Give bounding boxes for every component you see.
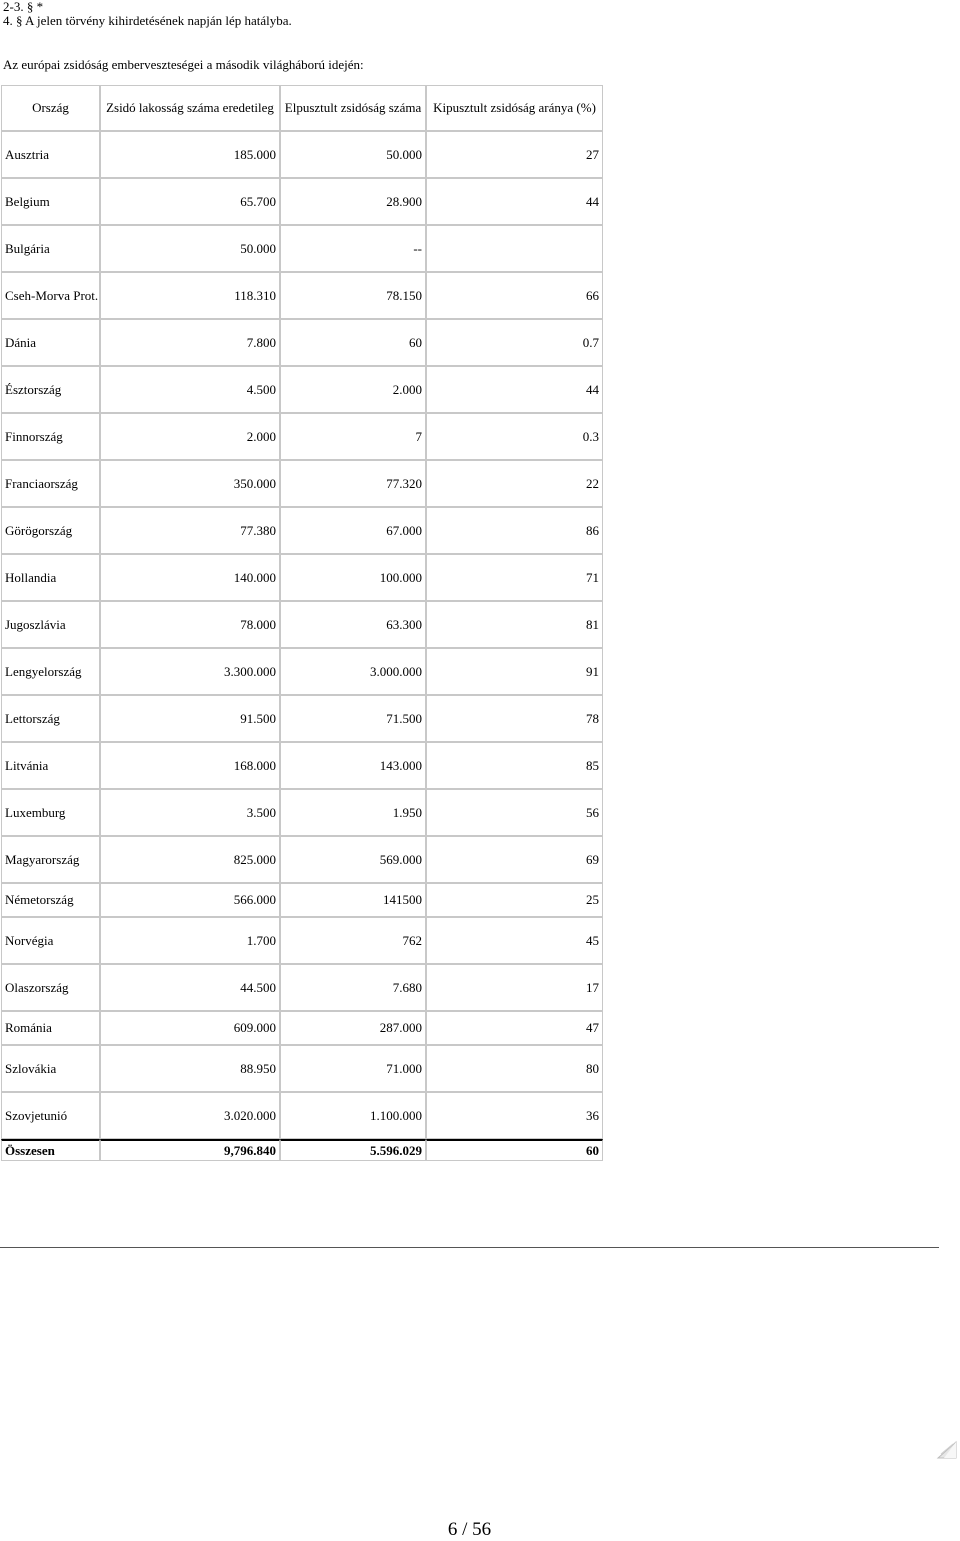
column-header: Zsidó lakosság száma eredetileg: [100, 85, 280, 131]
country-cell: Jugoszlávia: [1, 601, 100, 648]
page-number: 6 / 56: [447, 1519, 492, 1540]
original-cell: 140.000: [100, 554, 280, 601]
table-row: [1, 272, 603, 319]
ratio-cell: 45: [426, 917, 603, 964]
country-cell: Szlovákia: [1, 1045, 100, 1092]
column-header: Ország: [1, 85, 100, 131]
original-cell: 44.500: [100, 964, 280, 1011]
killed-cell: 60: [280, 319, 426, 366]
country-cell: Hollandia: [1, 554, 100, 601]
original-cell: 50.000: [100, 225, 280, 272]
ratio-cell: 44: [426, 366, 603, 413]
country-cell: Cseh-Morva Prot.: [1, 272, 100, 319]
country-cell: Magyarország: [1, 836, 100, 883]
table-row: [1, 460, 603, 507]
killed-cell: 7: [280, 413, 426, 460]
killed-cell: 78.150: [280, 272, 426, 319]
total-killed: 5.596.029: [280, 1139, 426, 1161]
original-cell: 7.800: [100, 319, 280, 366]
country-cell: Olaszország: [1, 964, 100, 1011]
header-line-1: 2-3. § *: [3, 0, 44, 14]
table-row: [1, 1092, 603, 1139]
ratio-cell: 81: [426, 601, 603, 648]
table-row: [1, 554, 603, 601]
ratio-cell: 27: [426, 131, 603, 178]
country-cell: Lettország: [1, 695, 100, 742]
country-cell: Németország: [1, 883, 100, 917]
ratio-cell: 17: [426, 964, 603, 1011]
original-cell: 65.700: [100, 178, 280, 225]
ratio-cell: 71: [426, 554, 603, 601]
country-cell: Görögország: [1, 507, 100, 554]
killed-cell: 71.000: [280, 1045, 426, 1092]
ratio-cell: 91: [426, 648, 603, 695]
country-cell: Románia: [1, 1011, 100, 1045]
original-cell: 168.000: [100, 742, 280, 789]
table-row: [1, 964, 603, 1011]
killed-cell: 287.000: [280, 1011, 426, 1045]
ratio-cell: 78: [426, 695, 603, 742]
ratio-cell: 36: [426, 1092, 603, 1139]
original-cell: 566.000: [100, 883, 280, 917]
table-row: [1, 413, 603, 460]
original-cell: 77.380: [100, 507, 280, 554]
table-row: [1, 1045, 603, 1092]
ratio-cell: 66: [426, 272, 603, 319]
original-cell: 78.000: [100, 601, 280, 648]
country-cell: Bulgária: [1, 225, 100, 272]
country-cell: Franciaország: [1, 460, 100, 507]
ratio-cell: 0.7: [426, 319, 603, 366]
table-row: [1, 1011, 603, 1045]
page-curl-icon: [936, 1440, 958, 1460]
table-row: [1, 131, 603, 178]
killed-cell: --: [280, 225, 426, 272]
original-cell: 350.000: [100, 460, 280, 507]
killed-cell: 100.000: [280, 554, 426, 601]
killed-cell: 762: [280, 917, 426, 964]
killed-cell: 7.680: [280, 964, 426, 1011]
header-line-2: 4. § A jelen törvény kihirdetésének napján lép hatályba.: [3, 13, 292, 28]
column-header: Elpusztult zsidóság száma: [280, 85, 426, 131]
footer-divider: [0, 1247, 939, 1248]
table-row: [1, 742, 603, 789]
original-cell: 3.300.000: [100, 648, 280, 695]
ratio-cell: [426, 225, 603, 272]
killed-cell: 50.000: [280, 131, 426, 178]
table-row: [1, 836, 603, 883]
table-row: [1, 648, 603, 695]
ratio-cell: 80: [426, 1045, 603, 1092]
killed-cell: 569.000: [280, 836, 426, 883]
total-ratio: 60: [426, 1139, 603, 1161]
table-row: [1, 225, 603, 272]
country-cell: Szovjetunió: [1, 1092, 100, 1139]
ratio-cell: 56: [426, 789, 603, 836]
losses-table: [1, 85, 603, 1161]
killed-cell: 28.900: [280, 178, 426, 225]
ratio-cell: 69: [426, 836, 603, 883]
killed-cell: 67.000: [280, 507, 426, 554]
original-cell: 91.500: [100, 695, 280, 742]
killed-cell: 71.500: [280, 695, 426, 742]
original-cell: 3.020.000: [100, 1092, 280, 1139]
country-cell: Norvégia: [1, 917, 100, 964]
table-row: [1, 789, 603, 836]
country-cell: Ausztria: [1, 131, 100, 178]
killed-cell: 63.300: [280, 601, 426, 648]
total-original: 9,796.840: [100, 1139, 280, 1161]
original-cell: 88.950: [100, 1045, 280, 1092]
killed-cell: 141500: [280, 883, 426, 917]
table-header-row: [1, 85, 603, 131]
ratio-cell: 86: [426, 507, 603, 554]
killed-cell: 143.000: [280, 742, 426, 789]
country-cell: Finnország: [1, 413, 100, 460]
killed-cell: 1.950: [280, 789, 426, 836]
total-row: [1, 1139, 603, 1161]
original-cell: 609.000: [100, 1011, 280, 1045]
original-cell: 185.000: [100, 131, 280, 178]
table-row: [1, 178, 603, 225]
killed-cell: 1.100.000: [280, 1092, 426, 1139]
ratio-cell: 22: [426, 460, 603, 507]
table-row: [1, 366, 603, 413]
country-cell: Luxemburg: [1, 789, 100, 836]
killed-cell: 77.320: [280, 460, 426, 507]
original-cell: 825.000: [100, 836, 280, 883]
killed-cell: 3.000.000: [280, 648, 426, 695]
country-cell: Észtország: [1, 366, 100, 413]
ratio-cell: 25: [426, 883, 603, 917]
ratio-cell: 44: [426, 178, 603, 225]
table-row: [1, 319, 603, 366]
ratio-cell: 85: [426, 742, 603, 789]
country-cell: Litvánia: [1, 742, 100, 789]
table-row: [1, 917, 603, 964]
country-cell: Belgium: [1, 178, 100, 225]
original-cell: 1.700: [100, 917, 280, 964]
total-label: Összesen: [1, 1139, 100, 1161]
original-cell: 4.500: [100, 366, 280, 413]
table-row: [1, 883, 603, 917]
country-cell: Lengyelország: [1, 648, 100, 695]
column-header: Kipusztult zsidóság aránya (%): [426, 85, 603, 131]
killed-cell: 2.000: [280, 366, 426, 413]
ratio-cell: 0.3: [426, 413, 603, 460]
table-row: [1, 695, 603, 742]
country-cell: Dánia: [1, 319, 100, 366]
table-row: [1, 507, 603, 554]
original-cell: 2.000: [100, 413, 280, 460]
original-cell: 3.500: [100, 789, 280, 836]
original-cell: 118.310: [100, 272, 280, 319]
intro-text: Az európai zsidóság emberveszteségei a második világháború idején:: [3, 57, 364, 72]
table-row: [1, 601, 603, 648]
ratio-cell: 47: [426, 1011, 603, 1045]
